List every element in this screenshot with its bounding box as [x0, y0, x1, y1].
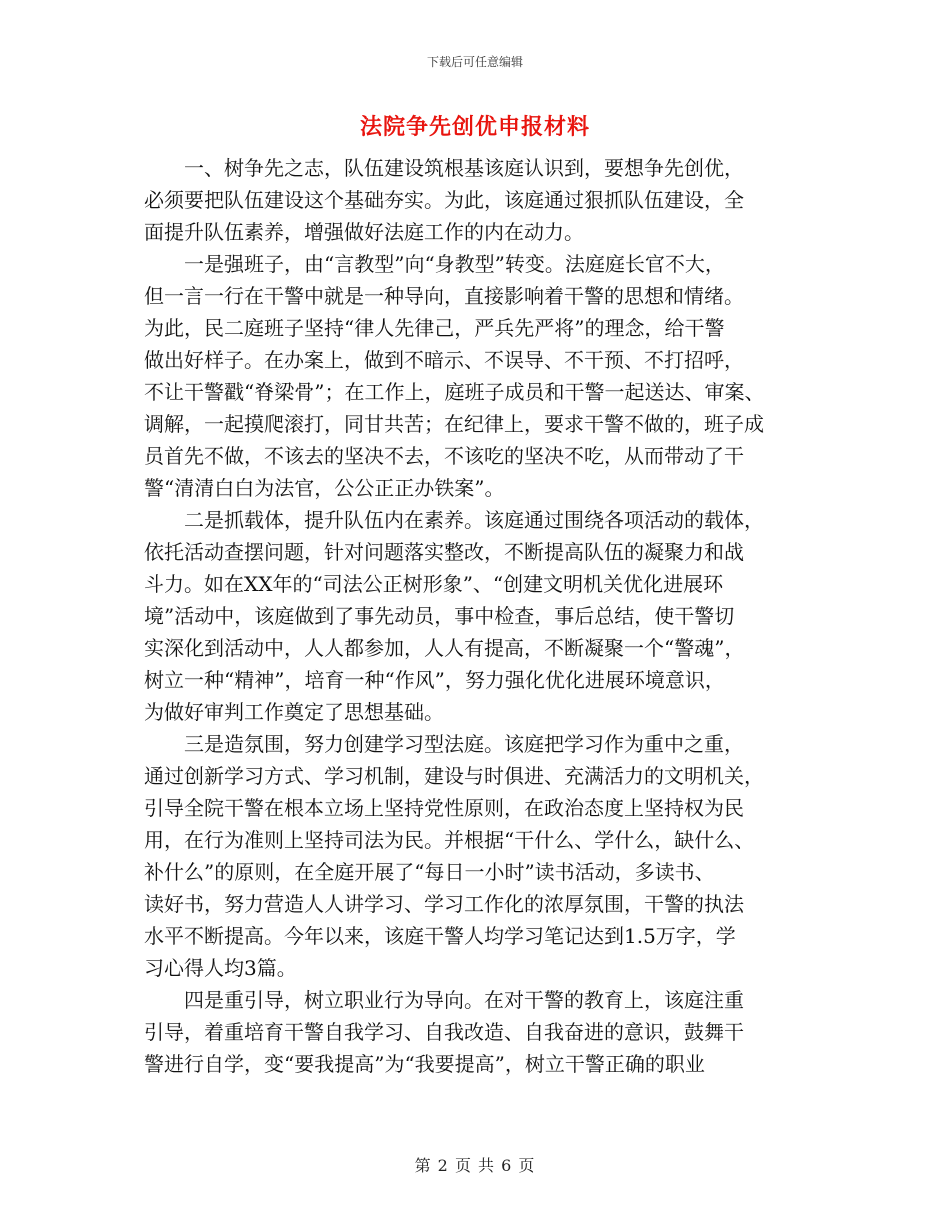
body-line: 一是强班子，由“言教型”向“身教型”转变。法庭庭长官不大， [144, 252, 725, 276]
body-line: 引导，着重培育干警自我学习、自我改造、自我奋进的意识，鼓舞干 [144, 1020, 744, 1044]
body-line: 读好书，努力营造人人讲学习、学习工作化的浓厚氛围，干警的执法 [144, 892, 744, 916]
body-line: 员首先不做，不该去的坚决不去，不该吃的坚决不吃，从而带动了干 [144, 444, 744, 468]
body-line: 树立一种“精神”，培育一种“作风”，努力强化优化进展环境意识， [144, 668, 725, 692]
body-line: 警进行自学，变“要我提高”为“我要提高”，树立干警正确的职业 [144, 1052, 705, 1076]
body-line: 斗力。如在XX年的“司法公正树形象”、“创建文明机关优化进展环 [144, 572, 724, 596]
body-line: 做出好样子。在办案上，做到不暗示、不误导、不干预、不打招呼， [144, 348, 744, 372]
body-line: 四是重引导，树立职业行为导向。在对干警的教育上，该庭注重 [144, 988, 744, 1012]
body-line: 为做好审判工作奠定了思想基础。 [144, 700, 444, 724]
body-line: 二是抓载体，提升队伍内在素养。该庭通过围绕各项活动的载体， [144, 508, 764, 532]
body-line: 必须要把队伍建设这个基础夯实。为此，该庭通过狠抓队伍建设，全 [144, 188, 744, 212]
body-line: 依托活动查摆问题，针对问题落实整改，不断提高队伍的凝聚力和战 [144, 540, 744, 564]
body-line: 习心得人均3篇。 [144, 956, 297, 980]
body-line: 三是造氛围，努力创建学习型法庭。该庭把学习作为重中之重， [144, 732, 744, 756]
body-line: 通过创新学习方式、学习机制，建设与时俱进、充满活力的文明机关， [144, 764, 764, 788]
body-line: 警“清清白白为法官，公公正正办铁案”。 [144, 476, 505, 500]
body-line: 用，在行为准则上坚持司法为民。并根据“干什么、学什么，缺什么、 [144, 828, 755, 852]
body-line: 水平不断提高。今年以来，该庭干警人均学习笔记达到1.5万字，学 [144, 924, 736, 948]
body-line: 境”活动中，该庭做到了事先动员，事中检查，事后总结，使干警切 [144, 604, 735, 628]
page-header-note: 下载后可任意编辑 [426, 55, 523, 69]
body-line: 不让干警戳“脊梁骨”；在工作上，庭班子成员和干警一起送达、审案、 [144, 380, 765, 404]
body-line: 引导全院干警在根本立场上坚持党性原则，在政治态度上坚持权为民 [144, 796, 744, 820]
body-line: 面提升队伍素养，增强做好法庭工作的内在动力。 [144, 220, 584, 244]
document-body [144, 152, 804, 1080]
body-line: 但一言一行在干警中就是一种导向，直接影响着干警的思想和情绪。 [144, 284, 744, 308]
body-line: 补什么”的原则，在全庭开展了“每日一小时”读书活动，多读书、 [144, 860, 715, 884]
body-line: 一、树争先之志，队伍建设筑根基该庭认识到，要想争先创优， [144, 156, 744, 180]
document-title: 法院争先创优申报材料 [359, 114, 590, 140]
body-line: 调解，一起摸爬滚打，同甘共苦；在纪律上，要求干警不做的，班子成 [144, 412, 764, 436]
body-line: 为此，民二庭班子坚持“律人先律己，严兵先严将”的理念，给干警 [144, 316, 725, 340]
body-line: 实深化到活动中，人人都参加，人人有提高，不断凝聚一个“警魂”， [144, 636, 745, 660]
page-number-footer: 第 2 页 共 6 页 [414, 1156, 536, 1175]
